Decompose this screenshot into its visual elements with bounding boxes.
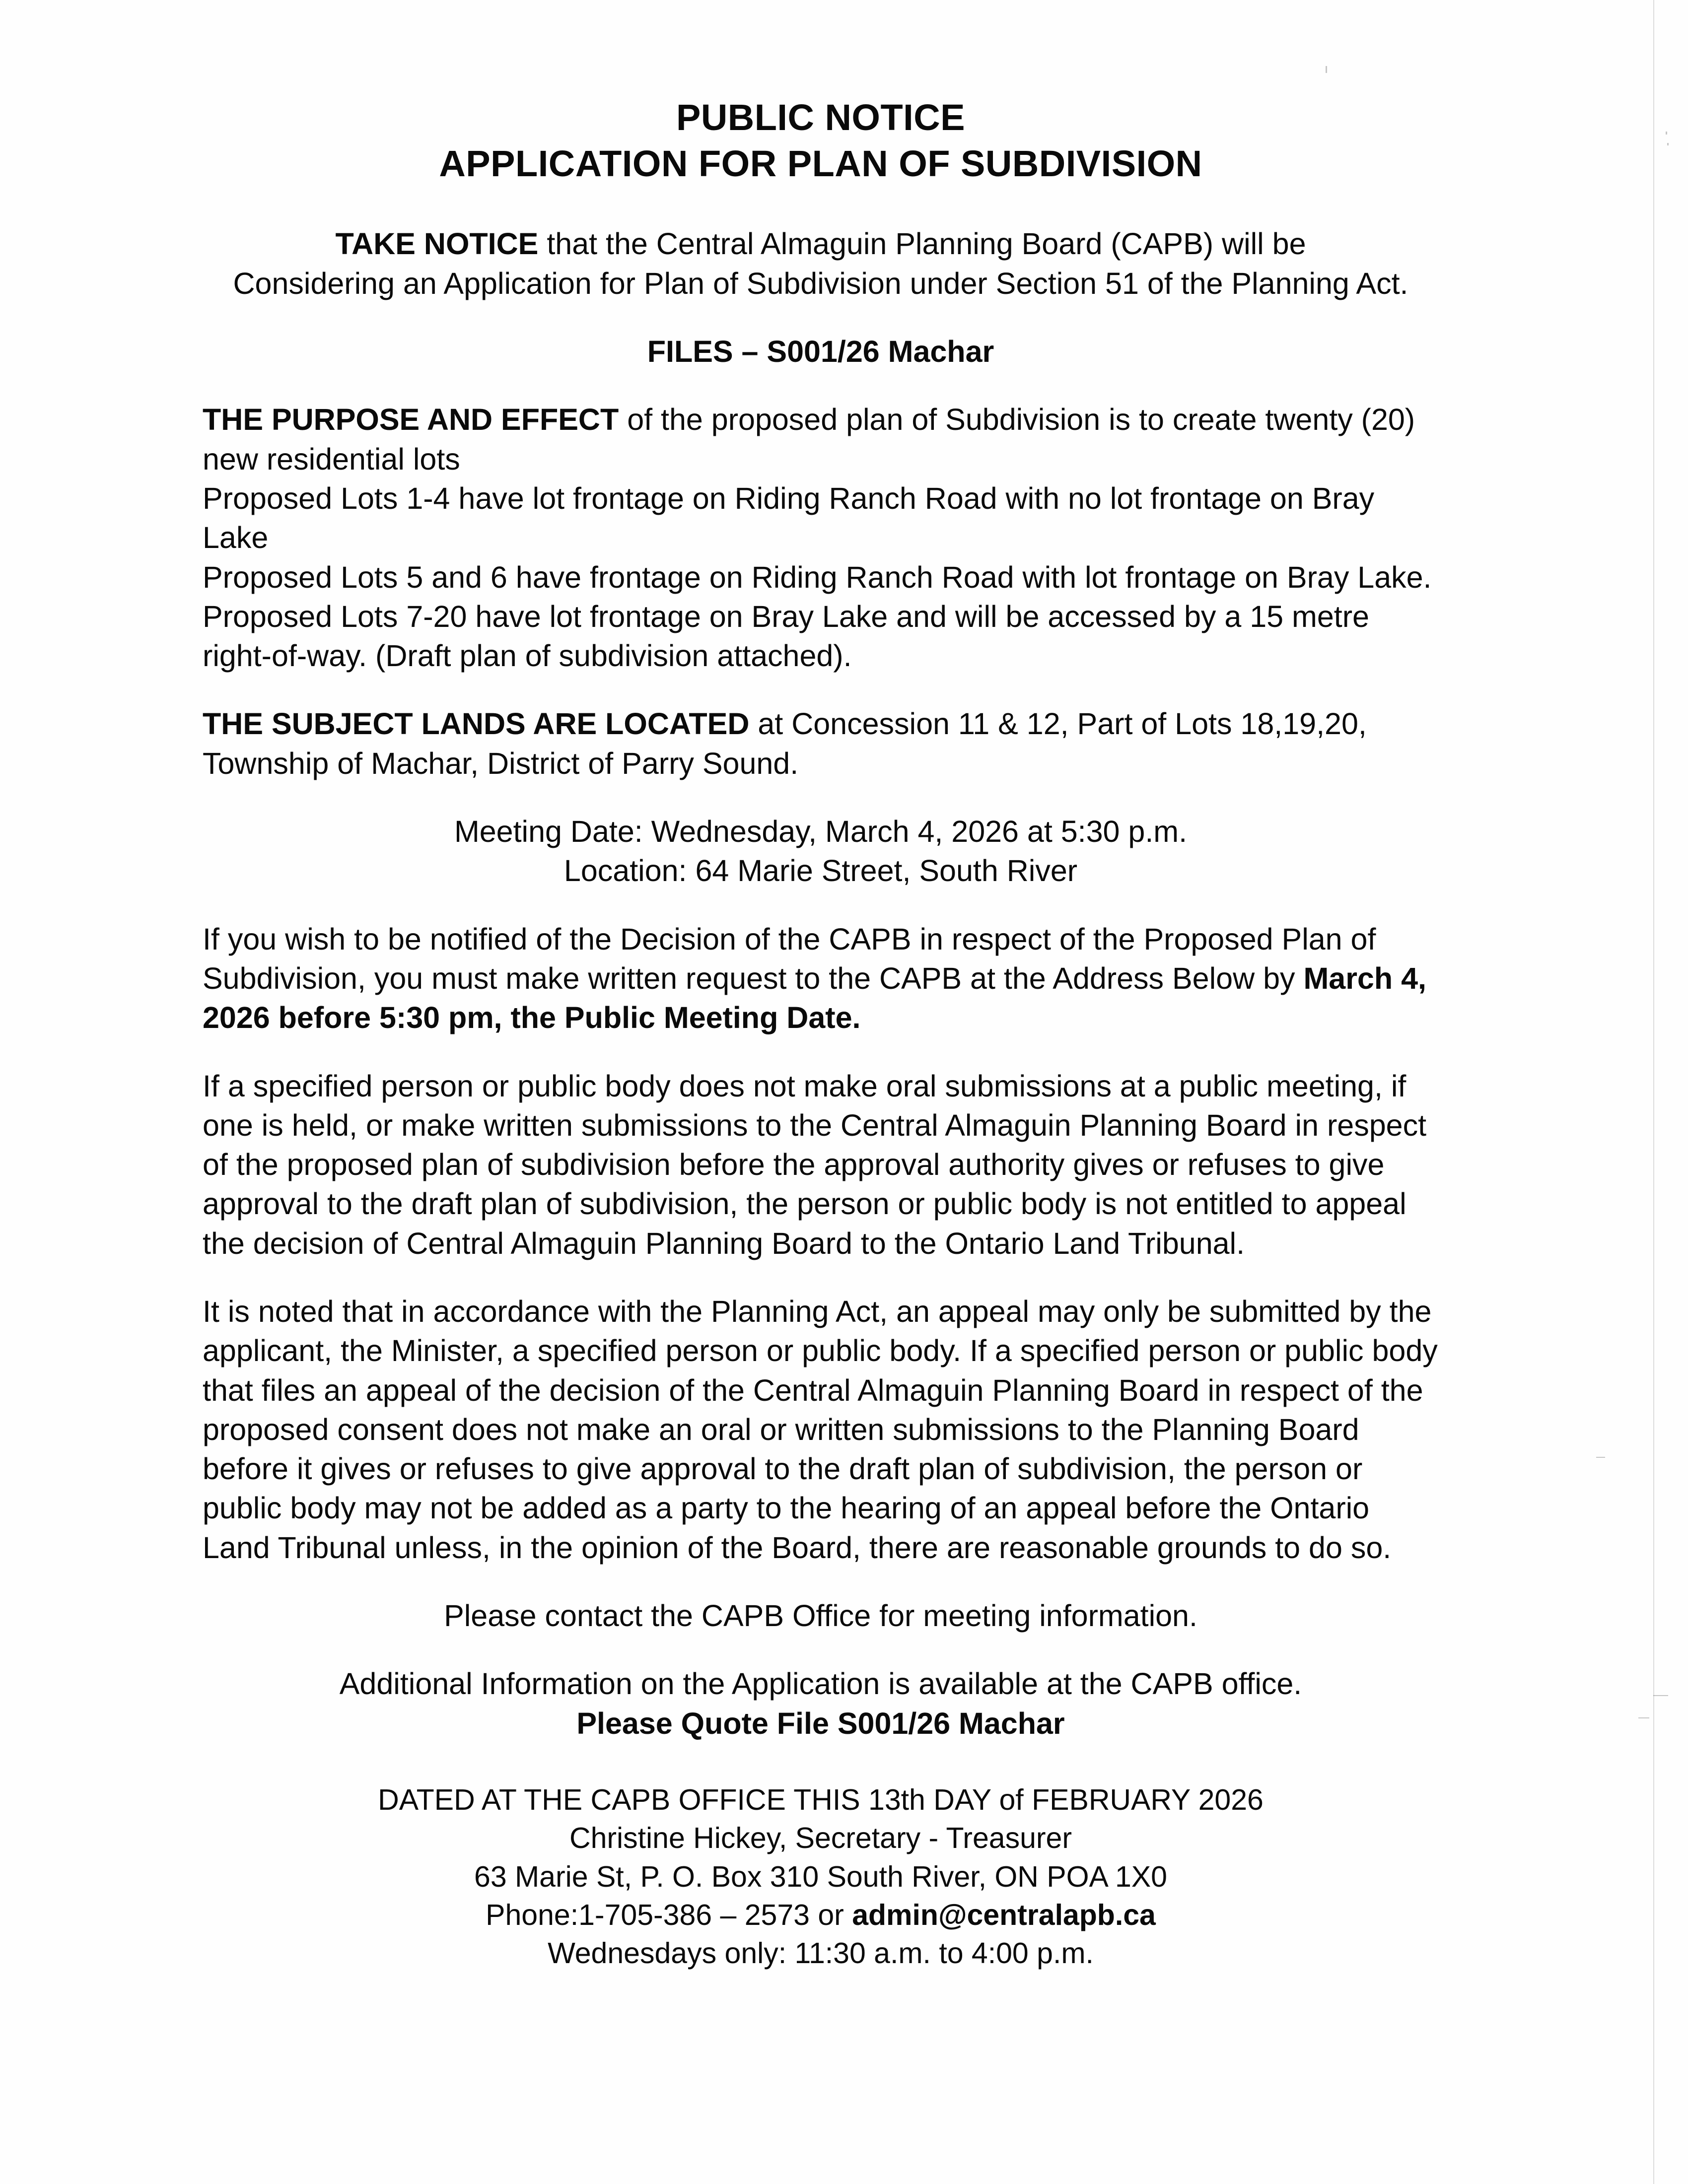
appeal-paragraph-2: It is noted that in accordance with the Planning Act, an appeal may only be submitted by the applicant, the Minister, a specified person or public body. If a specified person or public body that files an appeal of the decision of the Central Almaguin Planning Board in respect of the proposed consent does not make an oral or written submissions to the Planning Board before it gives or refuses to give approval to the draft plan of subdivision, the person or public body may not be added as a party to the hearing of an appeal before the Ontario Land Tribunal unless, in the opinion of the Board, there are reasonable grounds to do so.: [203, 1295, 1438, 1565]
scan-speck: [1666, 132, 1667, 135]
meeting-date-line: Meeting Date: Wednesday, March 4, 2026 at 5:30 p.m.: [454, 815, 1188, 849]
phone-number: Phone:1-705-386 – 2573 or: [486, 1898, 852, 1931]
scan-speck: [1653, 1695, 1668, 1696]
email-address: admin@centralapb.ca: [852, 1898, 1156, 1931]
scan-artifact-line: [1653, 0, 1654, 2184]
lot-description-2: Proposed Lots 5 and 6 have frontage on Riding Ranch Road with lot frontage on Bray Lake.: [203, 560, 1432, 594]
lot-description-1: Proposed Lots 1-4 have lot frontage on Riding Ranch Road with no lot frontage on Bray Lake: [203, 481, 1375, 555]
notification-request-paragraph: [203, 920, 1439, 1038]
take-notice-text: that the Central Almaguin Planning Board (CAPB) will be: [538, 227, 1306, 261]
page-title: [203, 94, 1439, 187]
purpose-and-effect-paragraph: [203, 400, 1439, 479]
appeal-paragraph-1: If a specified person or public body does not make oral submissions at a public meeting, if one is held, or make written submissions to the Central Almaguin Planning Board in respect of the proposed plan of subdivision before the approval authority gives or refuses to give approval to the draft plan of subdivision, the person or public body is not entitled to appeal the decision of Central Almaguin Planning Board to the Ontario Land Tribunal.: [203, 1069, 1427, 1260]
take-notice-paragraph: [203, 224, 1439, 303]
purpose-label: THE PURPOSE AND EFFECT: [203, 403, 619, 437]
additional-info-line: Additional Information on the Application is available at the CAPB office.: [339, 1667, 1302, 1701]
dated-line: DATED AT THE CAPB OFFICE THIS 13th DAY of FEBRUARY 2026: [378, 1783, 1264, 1816]
quote-file-line: Please Quote File S001/26 Machar: [576, 1706, 1065, 1740]
scan-speck: [1596, 1457, 1605, 1458]
lot-description-3: Proposed Lots 7-20 have lot frontage on Bray Lake and will be accessed by a 15 metre right-of-way. (Draft plan of subdivision attached).: [203, 599, 1369, 673]
contact-office-line: Please contact the CAPB Office for meeting information.: [444, 1599, 1197, 1633]
purpose-text: of the proposed plan of Subdivision is to create twenty (20) new residential lots: [203, 403, 1415, 476]
address-line: 63 Marie St, P. O. Box 310 South River, ON POA 1X0: [474, 1860, 1167, 1893]
phone-email-line: [203, 1896, 1439, 1934]
subject-lands-paragraph: [203, 704, 1439, 783]
notice-body: [203, 94, 1439, 1973]
title-line-2: APPLICATION FOR PLAN OF SUBDIVISION: [439, 143, 1202, 185]
meeting-location-line: Location: 64 Marie Street, South River: [563, 854, 1078, 888]
subject-lands-label: THE SUBJECT LANDS ARE LOCATED: [203, 707, 750, 741]
scan-speck: [1638, 1717, 1649, 1718]
secretary-line: Christine Hickey, Secretary - Treasurer: [569, 1822, 1072, 1855]
file-number-line: FILES – S001/26 Machar: [647, 335, 994, 369]
subject-lands-text: at Concession 11 & 12, Part of Lots 18,19,20, Township of Machar, District of Parry Sound.: [203, 707, 1367, 780]
take-notice-line-2: Considering an Application for Plan of Subdivision under Section 51 of the Planning Act.: [233, 266, 1408, 300]
scan-speck: [1667, 143, 1669, 145]
notification-request-text: If you wish to be notified of the Decision of the CAPB in respect of the Proposed Plan of Subdivision, you must make written request to the CAPB at the Address Below by: [203, 922, 1376, 995]
scan-speck: [1326, 66, 1327, 73]
notification-deadline: March 4, 2026 before 5:30 pm, the Public Meeting Date.: [203, 961, 1426, 1035]
office-hours-line: Wednesdays only: 11:30 a.m. to 4:00 p.m.: [548, 1937, 1094, 1970]
take-notice-label: TAKE NOTICE: [335, 227, 539, 261]
title-line-1: PUBLIC NOTICE: [676, 97, 966, 138]
